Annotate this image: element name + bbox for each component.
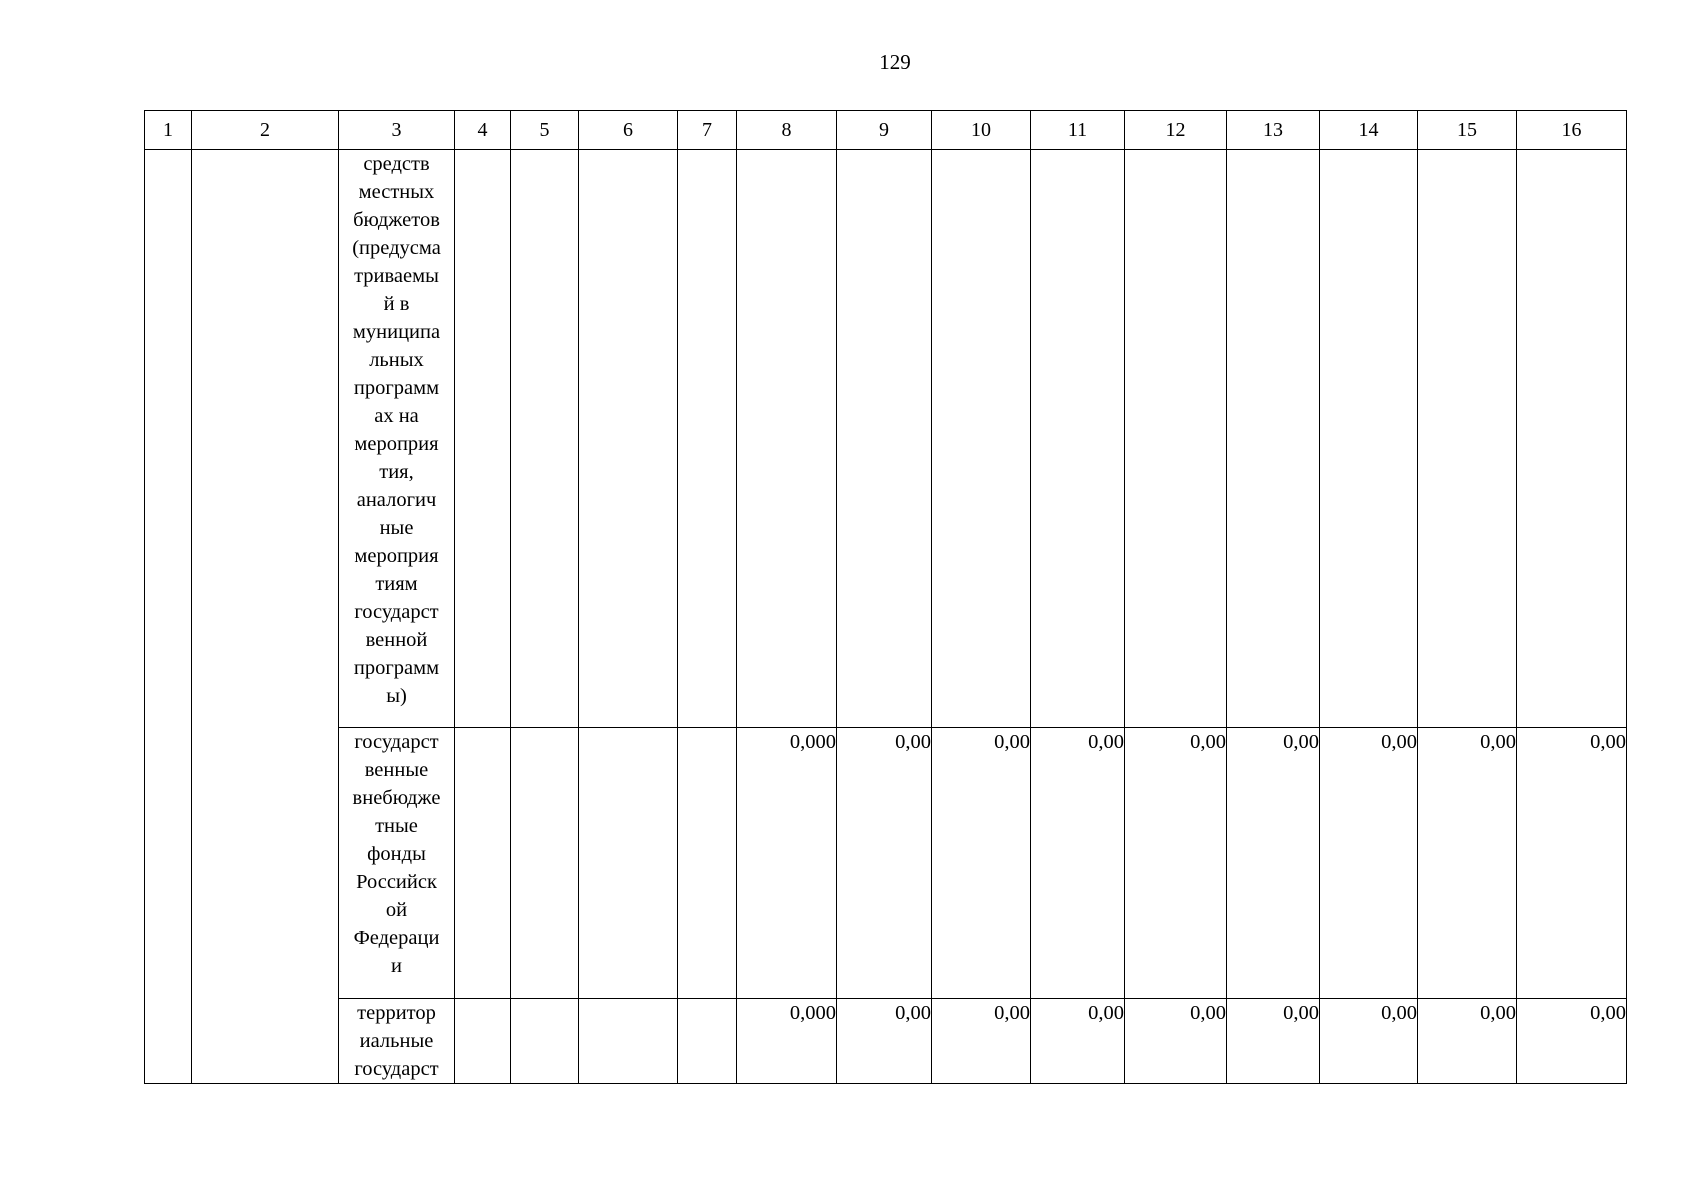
category-line: венной (365, 629, 428, 651)
category-line: государст (354, 601, 439, 623)
category-line: ой (385, 899, 408, 921)
value-cell (579, 728, 678, 999)
value-cell (579, 150, 678, 728)
category-line: тия, (379, 461, 414, 483)
data-table (144, 110, 1627, 1084)
col-header: 3 (339, 111, 455, 150)
category-line: (предусма (352, 237, 441, 259)
category-line: ные (379, 517, 414, 539)
category-cell (339, 999, 455, 1084)
category-line: ах на (374, 405, 419, 427)
value-cell: 0,00 (1517, 999, 1627, 1084)
value-cell (1517, 150, 1627, 728)
col-header: 9 (837, 111, 932, 150)
table-row (145, 999, 1627, 1084)
value-cell (579, 999, 678, 1084)
col-header: 10 (932, 111, 1031, 150)
category-cell (339, 728, 455, 999)
col-header: 6 (579, 111, 678, 150)
col-header: 14 (1320, 111, 1418, 150)
value-cell (1227, 150, 1320, 728)
col-header: 1 (145, 111, 192, 150)
value-cell (1418, 150, 1517, 728)
value-cell: 0,00 (1227, 999, 1320, 1084)
category-line: местных (358, 181, 435, 203)
value-cell: 0,00 (1125, 728, 1227, 999)
value-cell: 0,00 (1227, 728, 1320, 999)
value-cell: 0,000 (737, 999, 837, 1084)
header-row (145, 111, 1627, 150)
category-line: мероприя (354, 433, 439, 455)
category-line: фонды (367, 843, 426, 865)
category-line: программ (353, 657, 440, 679)
value-cell (1320, 150, 1418, 728)
value-cell: 0,00 (1418, 728, 1517, 999)
category-cell (339, 150, 455, 728)
value-cell (455, 150, 511, 728)
category-line: программ (353, 377, 440, 399)
value-cell: 0,00 (1320, 728, 1418, 999)
col-header: 16 (1517, 111, 1627, 150)
category-line: тные (375, 815, 418, 837)
category-line: Федераци (353, 927, 440, 949)
value-cell: 0,00 (1031, 728, 1125, 999)
category-line: муниципа (352, 321, 441, 343)
col-header: 4 (455, 111, 511, 150)
category-line: аналогич (356, 489, 437, 511)
cell-col2 (192, 150, 339, 1084)
value-cell (678, 728, 737, 999)
category-line: внебюдже (352, 787, 441, 809)
category-line: тиям (375, 573, 418, 595)
value-cell (1125, 150, 1227, 728)
value-cell (837, 150, 932, 728)
value-cell (1031, 150, 1125, 728)
category-line: мероприя (354, 545, 439, 567)
category-line: и (391, 955, 402, 977)
value-cell (678, 999, 737, 1084)
value-cell (737, 150, 837, 728)
col-header: 13 (1227, 111, 1320, 150)
value-cell: 0,00 (1031, 999, 1125, 1084)
col-header: 11 (1031, 111, 1125, 150)
value-cell: 0,00 (932, 999, 1031, 1084)
category-line: иальные (359, 1030, 434, 1052)
category-line: льных (369, 349, 424, 371)
category-line: государст (354, 1058, 439, 1080)
category-line: венные (364, 759, 429, 781)
cell-col1 (145, 150, 192, 1084)
category-line: триваемы (354, 265, 439, 287)
table-row (145, 728, 1627, 999)
value-cell (511, 150, 579, 728)
value-cell (678, 150, 737, 728)
category-line: ы) (386, 685, 407, 707)
value-cell (455, 728, 511, 999)
value-cell: 0,00 (1320, 999, 1418, 1084)
col-header: 12 (1125, 111, 1227, 150)
category-line: территор (357, 1002, 436, 1024)
page-number: 129 (879, 50, 911, 74)
category-line: й в (383, 293, 410, 315)
value-cell (455, 999, 511, 1084)
value-cell: 0,00 (837, 999, 932, 1084)
col-header: 7 (678, 111, 737, 150)
col-header: 2 (192, 111, 339, 150)
col-header: 15 (1418, 111, 1517, 150)
category-line: Российск (356, 871, 437, 893)
value-cell (511, 999, 579, 1084)
table-row (145, 150, 1627, 728)
value-cell (511, 728, 579, 999)
value-cell: 0,00 (1517, 728, 1627, 999)
category-line: средств (363, 153, 430, 175)
value-cell: 0,00 (932, 728, 1031, 999)
category-line: государст (354, 731, 439, 753)
col-header: 8 (737, 111, 837, 150)
value-cell (932, 150, 1031, 728)
category-line: бюджетов (353, 209, 440, 231)
value-cell: 0,00 (837, 728, 932, 999)
col-header: 5 (511, 111, 579, 150)
value-cell: 0,000 (737, 728, 837, 999)
value-cell: 0,00 (1125, 999, 1227, 1084)
value-cell: 0,00 (1418, 999, 1517, 1084)
